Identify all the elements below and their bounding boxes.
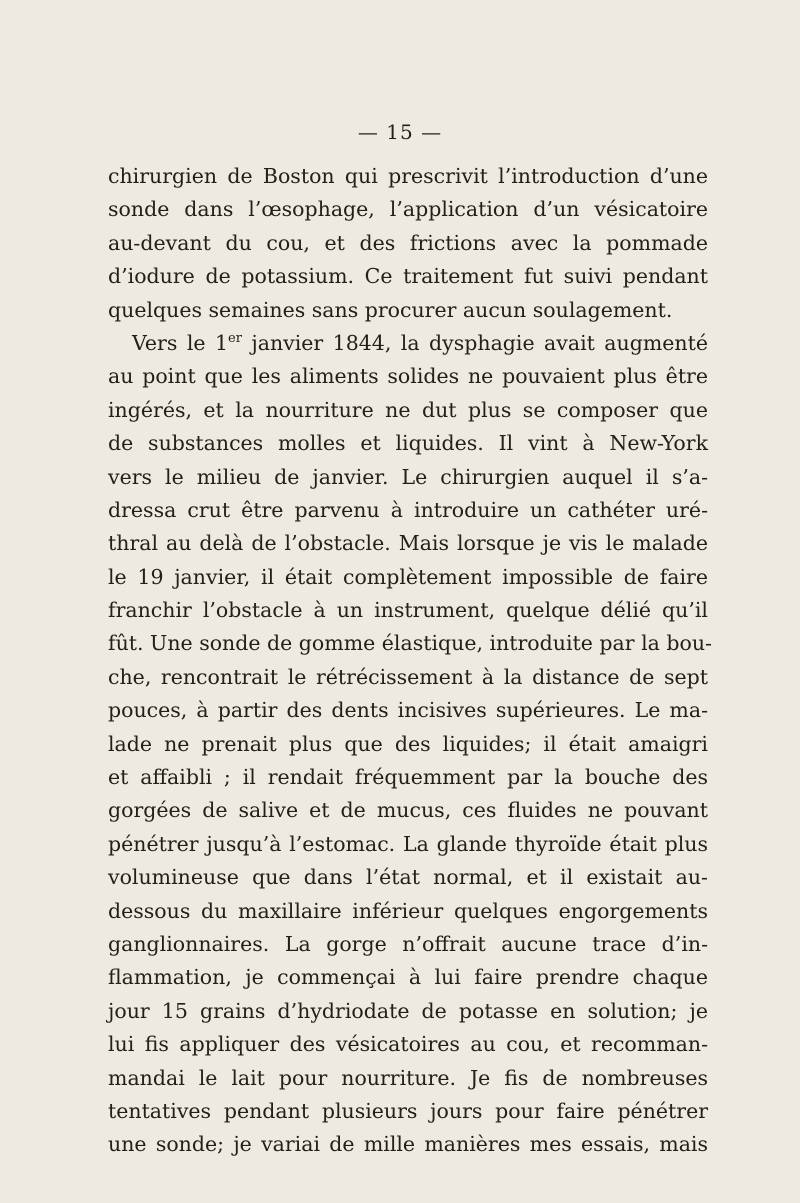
- text-line: lade ne prenait plus que des liquides; il était amaigri: [108, 731, 708, 756]
- text-line: flammation, je commençai à lui faire prendre chaque: [108, 965, 708, 990]
- text-line: volumineuse que dans l’état normal, et il existait au-: [108, 865, 708, 890]
- text-line: thral au delà de l’obstacle. Mais lorsque je vis le malade: [108, 531, 708, 556]
- text-line: au point que les aliments solides ne pouvaient plus être: [108, 364, 708, 389]
- text-line: gorgées de salive et de mucus, ces fluides ne pouvant: [108, 798, 708, 823]
- text-line: de substances molles et liquides. Il vint à New-York: [108, 431, 708, 456]
- text-line: au-devant du cou, et des frictions avec la pommade: [108, 230, 708, 255]
- text-line: dressa crut être parvenu à introduire un cathéter uré-: [108, 497, 708, 522]
- text-line: d’iodure de potassium. Ce traitement fut suivi pendant: [108, 264, 708, 289]
- page-number: — 15 —: [357, 120, 443, 144]
- text-line: Vers le 1er janvier 1844, la dysphagie avait augmenté: [132, 330, 708, 355]
- text-line: quelques semaines sans procurer aucun soulagement.: [108, 297, 673, 322]
- text-line: ganglionnaires. La gorge n’offrait aucune trace d’in-: [108, 931, 708, 956]
- text-line: pouces, à partir des dents incisives supérieures. Le ma-: [108, 698, 708, 723]
- text-line: le 19 janvier, il était complètement impossible de faire: [108, 564, 708, 589]
- text-line: sonde dans l’œsophage, l’application d’un vésicatoire: [108, 197, 708, 222]
- text-line: fût. Une sonde de gomme élastique, introduite par la bou-: [108, 631, 712, 656]
- text-line: jour 15 grains d’hydriodate de potasse en solution; je: [108, 998, 708, 1023]
- text-line: ingérés, et la nourriture ne dut plus se composer que: [108, 397, 708, 422]
- text-line: lui fis appliquer des vésicatoires au cou, et recomman-: [108, 1032, 708, 1057]
- text-line: che, rencontrait le rétrécissement à la distance de sept: [108, 664, 708, 689]
- text-line: mandai le lait pour nourriture. Je fis de nombreuses: [108, 1065, 708, 1090]
- text-line: dessous du maxillaire inférieur quelques engorgements: [108, 898, 708, 923]
- body-text: [108, 160, 712, 1162]
- text-line: et affaibli ; il rendait fréquemment par la bouche des: [108, 765, 708, 790]
- text-line: vers le milieu de janvier. Le chirurgien auquel il s’a-: [108, 464, 708, 489]
- text-line: chirurgien de Boston qui prescrivit l’introduction d’une: [108, 164, 708, 188]
- text-line: pénétrer jusqu’à l’estomac. La glande thyroïde était plus: [108, 831, 708, 856]
- text-line: franchir l’obstacle à un instrument, quelque délié qu’il: [108, 598, 708, 623]
- text-line: tentatives pendant plusieurs jours pour faire pénétrer: [108, 1098, 708, 1123]
- text-line: une sonde; je variai de mille manières mes essais, mais: [108, 1132, 708, 1157]
